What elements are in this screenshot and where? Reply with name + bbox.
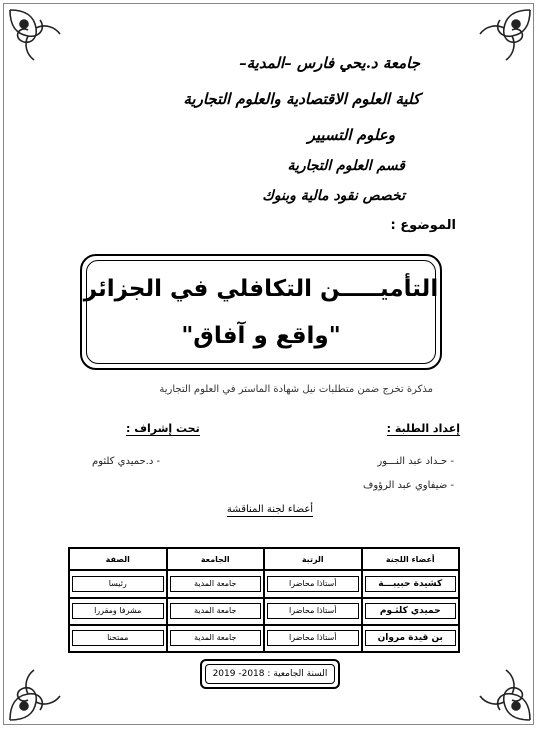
jury-table [68,547,460,653]
jury-rank [264,598,362,625]
cell-text: جامعة المدية [170,630,262,646]
memo-statement: مذكرة تخرج ضمن متطلبات نيل شهادة الماستر في العلوم التجارية [159,384,433,395]
cell-text: جامعة المدية [170,576,262,592]
committee-label-text: أعضاء لجنة المناقشة [226,504,314,515]
table-row [69,625,459,652]
jury-member-name [362,570,460,597]
jury-university [167,570,265,597]
cell-text: حميدي كلثـوم [365,603,457,619]
cell-text: مشرفا ومقررا [72,603,164,619]
student-name: - حـداد عبد النـــور [377,456,454,467]
jury-member-name [362,598,460,625]
faculty-line2: وعلوم التسيير [307,126,395,144]
specialty-name: تخصص نقود مالية وبنوك [262,188,405,204]
table-row [69,570,459,597]
cell-text: أستاذا محاضرا [267,576,359,592]
jury-header-cell: الجامعة [167,548,265,570]
thesis-title: التأميـــــن التكافلي في الجزائر [83,276,439,302]
faculty-line1: كلية العلوم الاقتصادية والعلوم التجارية [183,90,420,108]
supervisor-name: - د.حميدي كلثوم [92,456,161,467]
prepared-by-label: إعداد الطلبة : [386,422,460,435]
cell-text: بن قيدة مروان [365,630,457,646]
committee-label [0,504,540,515]
jury-member-name [362,625,460,652]
cell-text: كشيدة حبيبـــة [365,576,457,592]
student-name: - ضيفاوي عبد الرؤوف [362,480,454,491]
jury-university [167,625,265,652]
jury-header-cell: الصفة [69,548,167,570]
jury-rank [264,570,362,597]
thesis-subtitle: "واقع و آفاق" [181,323,341,349]
university-name: جامعة د.يحي فارس –المدية– [239,54,420,72]
supervision-label: تحت إشراف : [126,422,200,435]
jury-role [69,625,167,652]
jury-rank [264,625,362,652]
jury-role [69,570,167,597]
cell-text: أستاذا محاضرا [267,603,359,619]
cell-text: رئيسا [72,576,164,592]
jury-header-row [69,548,459,570]
jury-header-cell: أعضاء اللجنة [362,548,460,570]
jury-university [167,598,265,625]
corner-ornament-icon [472,6,534,68]
table-row [69,598,459,625]
jury-header-cell: الرتبة [264,548,362,570]
cell-text: ممتحنا [72,630,164,646]
cell-text: أستاذا محاضرا [267,630,359,646]
corner-ornament-icon [6,662,68,724]
academic-year: السنة الجامعية : 2018- 2019 [205,664,335,684]
corner-ornament-icon [6,6,68,68]
jury-role [69,598,167,625]
corner-ornament-icon [472,662,534,724]
title-frame [80,254,442,370]
subject-label: الموضوع : [390,218,456,233]
department-name: قسم العلوم التجارية [287,158,405,174]
cell-text: جامعة المدية [170,603,262,619]
academic-year-box [200,659,340,689]
